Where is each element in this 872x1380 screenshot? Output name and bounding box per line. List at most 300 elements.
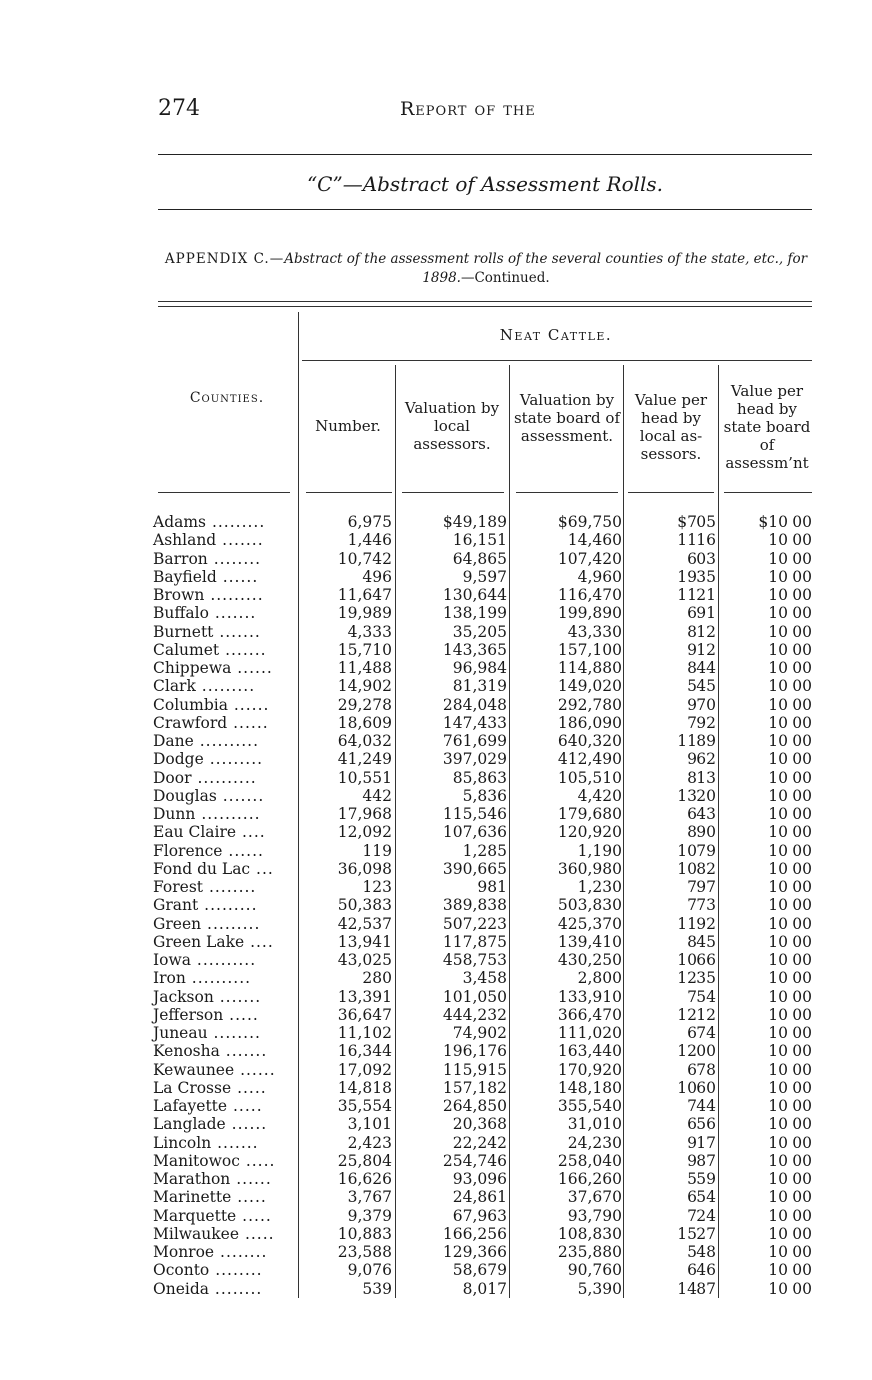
cell-number: 16,344: [337, 1042, 392, 1061]
leader-dots: .......: [219, 640, 267, 659]
cell-vph-local-cents: 56: [696, 1115, 716, 1134]
leader-dots: ..........: [195, 805, 261, 823]
cell-local-valuation: 130,644: [442, 586, 507, 604]
table-row: [0, 550, 872, 568]
cell-vph-state-cents: 00: [792, 732, 812, 750]
cell-local-valuation: 58,679: [452, 1261, 507, 1280]
cell-vph-local-dollars: $7: [677, 513, 697, 531]
cell-number: 36,098: [337, 859, 392, 878]
group-header-neat-cattle: Neat Cattle.: [499, 326, 613, 344]
cell-vph-local-dollars: 9: [687, 750, 697, 769]
cell-number: 10,883: [337, 1224, 392, 1243]
cell-number: 43,025: [337, 951, 392, 969]
cell-state-valuation: 179,680: [557, 805, 622, 823]
leader-dots: .........: [201, 914, 261, 933]
cell-state-valuation: 114,880: [557, 659, 622, 677]
cell-vph-state-dollars: 10: [768, 1243, 788, 1261]
cell-vph-state-cents: 00: [792, 531, 812, 550]
cell-vph-local-cents: 44: [696, 1097, 716, 1115]
cell-vph-local-dollars: 12: [677, 969, 697, 988]
table-row: [0, 513, 872, 531]
table-row: [0, 732, 872, 750]
cell-vph-state-dollars: 10: [768, 1005, 788, 1024]
cell-vph-local-dollars: 11: [677, 586, 697, 604]
cell-vph-state-cents: 00: [792, 786, 812, 805]
cell-vph-state-cents: 00: [792, 604, 812, 623]
cell-vph-local-cents: 48: [696, 1243, 716, 1261]
cell-local-valuation: 117,875: [442, 932, 507, 951]
county-name: Oconto: [153, 1261, 210, 1280]
county-name: Douglas: [153, 786, 217, 805]
cell-vph-state-cents: 00: [792, 859, 812, 878]
cell-vph-state-dollars: 10: [768, 713, 788, 732]
county-name: Florence: [153, 841, 223, 860]
leader-dots: .....: [236, 1206, 272, 1225]
table-row: [0, 1280, 872, 1298]
cell-number: 496: [362, 567, 392, 586]
cell-vph-state-dollars: 10: [768, 750, 788, 769]
cell-local-valuation: 22,242: [452, 1133, 507, 1152]
cell-vph-state-cents: 00: [792, 513, 812, 531]
table-row: [0, 1024, 872, 1042]
cell-state-valuation: 108,830: [557, 1224, 622, 1243]
header-underline-state: [516, 492, 618, 493]
cell-county: [153, 1188, 293, 1206]
leader-dots: ......: [231, 659, 273, 677]
cell-local-valuation: 444,232: [442, 1005, 507, 1024]
cell-local-valuation: 20,368: [452, 1115, 507, 1134]
cell-vph-local-cents: 27: [696, 1224, 716, 1243]
cell-state-valuation: 43,330: [567, 622, 622, 641]
cell-county: [153, 604, 293, 622]
cell-vph-local-dollars: 10: [677, 841, 697, 860]
col-header-value-per-head-local: Value per head by local as- sessors.: [634, 391, 708, 463]
cell-vph-state-dollars: 10: [768, 1115, 788, 1134]
cell-local-valuation: 24,861: [452, 1188, 507, 1207]
leader-dots: .......: [213, 987, 262, 1006]
cell-local-valuation: 3,458: [462, 969, 507, 988]
cell-vph-state-dollars: 10: [768, 1224, 788, 1243]
leader-dots: ......: [227, 695, 270, 714]
leader-dots: ..........: [191, 768, 257, 787]
table-row: [0, 1152, 872, 1170]
table-row: [0, 842, 872, 860]
leader-dots: .....: [231, 1188, 267, 1207]
cell-vph-state-dollars: 10: [768, 1024, 788, 1042]
cell-county: [153, 1152, 293, 1170]
cell-local-valuation: 389,838: [442, 896, 507, 915]
table-row: [0, 696, 872, 714]
county-name: Green: [153, 914, 202, 933]
cell-state-valuation: 105,510: [557, 768, 622, 787]
cell-county: [153, 732, 293, 750]
cell-number: 14,902: [337, 677, 392, 696]
cell-state-valuation: 107,420: [557, 549, 622, 568]
cell-vph-local-dollars: 8: [687, 622, 697, 641]
table-row: [0, 1225, 872, 1243]
cell-county: [153, 513, 293, 531]
cell-vph-local-cents: 45: [696, 932, 716, 951]
cell-county: [153, 1079, 293, 1097]
table-body: [0, 513, 872, 1298]
table-row: [0, 659, 872, 677]
counties-header: Counties.: [189, 390, 265, 406]
county-name: Bayfield: [153, 567, 217, 586]
cell-vph-local-cents: 60: [696, 1078, 716, 1097]
leader-dots: .........: [203, 750, 264, 769]
county-name: Door: [153, 768, 192, 787]
cell-vph-local-dollars: 5: [687, 1170, 697, 1188]
page-title: “C”—Abstract of Assessment Rolls.: [306, 172, 664, 196]
cell-number: 25,804: [337, 1151, 392, 1170]
cell-vph-state-cents: 00: [792, 1151, 812, 1170]
cell-vph-state-dollars: 10: [768, 1078, 788, 1097]
leader-dots: .......: [208, 604, 257, 623]
cell-county: [153, 787, 293, 805]
cell-vph-local-dollars: 7: [687, 896, 697, 915]
cell-local-valuation: 115,546: [442, 805, 507, 823]
cell-vph-local-cents: 87: [696, 1279, 716, 1298]
cell-local-valuation: 507,223: [442, 914, 507, 933]
cell-state-valuation: 93,790: [567, 1206, 622, 1225]
cell-vph-local-dollars: 6: [687, 549, 697, 568]
cell-number: 10,551: [337, 768, 392, 787]
cell-county: [153, 677, 293, 695]
table-top-rule-2: [158, 306, 812, 307]
cell-vph-local-cents: 00: [696, 1042, 716, 1061]
cell-county: [153, 805, 293, 823]
cell-vph-local-dollars: 7: [687, 713, 697, 732]
cell-vph-state-cents: 00: [792, 951, 812, 969]
cell-number: 19,989: [337, 604, 392, 623]
cell-vph-state-dollars: 10: [768, 896, 788, 915]
cell-vph-local-cents: 20: [696, 786, 716, 805]
cell-county: [153, 586, 293, 604]
cell-number: 1,446: [347, 531, 392, 550]
cell-number: 36,647: [337, 1005, 392, 1024]
cell-number: 9,379: [347, 1206, 392, 1225]
cell-county: [153, 1097, 293, 1115]
cell-number: 15,710: [337, 640, 392, 659]
county-name: Calumet: [153, 640, 220, 659]
cell-vph-local-cents: 78: [696, 1060, 716, 1079]
cell-state-valuation: 90,760: [567, 1261, 622, 1280]
cell-vph-state-cents: 00: [792, 1133, 812, 1152]
cell-vph-state-cents: 00: [792, 896, 812, 915]
cell-state-valuation: 170,920: [557, 1060, 622, 1079]
leader-dots: ......: [230, 1170, 272, 1188]
cell-vph-local-dollars: 12: [677, 1005, 697, 1024]
cell-vph-local-dollars: 13: [677, 786, 697, 805]
cell-local-valuation: 761,699: [442, 732, 507, 750]
cell-state-valuation: 186,090: [557, 713, 622, 732]
table-row: [0, 769, 872, 787]
cell-state-valuation: $69,750: [557, 513, 622, 531]
cell-vph-local-cents: 92: [696, 914, 716, 933]
cell-state-valuation: 37,670: [567, 1188, 622, 1207]
cell-number: 3,101: [347, 1115, 392, 1134]
cell-vph-local-dollars: 10: [677, 859, 697, 878]
cell-state-valuation: 235,880: [557, 1243, 622, 1261]
table-row: [0, 969, 872, 987]
cell-vph-local-dollars: 15: [677, 1224, 697, 1243]
cell-vph-state-cents: 00: [792, 640, 812, 659]
cell-vph-state-dollars: 10: [768, 878, 788, 896]
appendix-caption: [156, 250, 816, 288]
cell-vph-state-dollars: 10: [768, 969, 788, 988]
cell-county: [153, 623, 293, 641]
cell-number: 29,278: [337, 695, 392, 714]
cell-vph-state-cents: 00: [792, 1024, 812, 1042]
cell-vph-local-dollars: 6: [687, 1060, 697, 1079]
cell-state-valuation: 111,020: [557, 1024, 622, 1042]
cell-vph-state-cents: 00: [792, 1188, 812, 1207]
cell-number: 4,333: [347, 622, 392, 641]
cell-number: 13,391: [337, 987, 392, 1006]
cell-local-valuation: 458,753: [442, 951, 507, 969]
cell-vph-state-cents: 00: [792, 823, 812, 842]
cell-number: 280: [362, 969, 392, 988]
appendix-lead: APPENDIX C.—: [164, 251, 285, 267]
cell-number: 17,092: [337, 1060, 392, 1079]
cell-vph-local-cents: 35: [696, 969, 716, 988]
cell-vph-state-dollars: 10: [768, 640, 788, 659]
county-name: Crawford: [153, 713, 228, 732]
leader-dots: ......: [216, 567, 259, 586]
cell-county: [153, 988, 293, 1006]
cell-local-valuation: 93,096: [452, 1170, 507, 1188]
county-name: Manitowoc: [153, 1151, 240, 1170]
table-top-rule: [158, 301, 812, 302]
cell-vph-local-cents: 35: [696, 567, 716, 586]
leader-dots: ........: [207, 549, 262, 568]
county-name: Forest: [153, 878, 204, 896]
county-name: La Crosse: [153, 1078, 232, 1097]
county-name: Clark: [153, 677, 196, 696]
cell-vph-local-cents: 54: [696, 987, 716, 1006]
cell-vph-state-cents: 00: [792, 567, 812, 586]
leader-dots: ......: [234, 1060, 276, 1079]
county-name: Brown: [153, 586, 205, 604]
leader-dots: .......: [211, 1133, 259, 1152]
cell-number: 2,423: [347, 1133, 392, 1152]
table-row: [0, 1170, 872, 1188]
cell-number: 16,626: [337, 1170, 392, 1188]
cell-local-valuation: 81,319: [452, 677, 507, 696]
table-row: [0, 568, 872, 586]
cell-vph-local-cents: 92: [696, 713, 716, 732]
cell-vph-local-cents: 45: [696, 677, 716, 696]
cell-number: 539: [362, 1279, 392, 1298]
cell-vph-local-dollars: 6: [687, 1261, 697, 1280]
cell-vph-state-dollars: 10: [768, 1206, 788, 1225]
county-name: Marathon: [153, 1170, 231, 1188]
cell-county: [153, 896, 293, 914]
cell-vph-state-cents: 00: [792, 1005, 812, 1024]
leader-dots: .....: [239, 1224, 275, 1243]
cell-vph-local-dollars: 9: [687, 1151, 697, 1170]
cell-vph-local-cents: 24: [696, 1206, 716, 1225]
cell-vph-state-cents: 00: [792, 1279, 812, 1298]
cell-number: 64,032: [337, 732, 392, 750]
cell-vph-state-cents: 00: [792, 1042, 812, 1061]
county-name: Columbia: [153, 695, 228, 714]
group-header-rule: [302, 360, 812, 361]
cell-state-valuation: 31,010: [567, 1115, 622, 1134]
cell-number: 23,588: [337, 1243, 392, 1261]
cell-county: [153, 696, 293, 714]
cell-local-valuation: 101,050: [442, 987, 507, 1006]
cell-local-valuation: 74,902: [452, 1024, 507, 1042]
leader-dots: ........: [209, 1261, 263, 1280]
table-row: [0, 823, 872, 841]
cell-local-valuation: 85,863: [452, 768, 507, 787]
cell-number: 123: [362, 878, 392, 896]
header-underline-local: [402, 492, 504, 493]
cell-state-valuation: 360,980: [557, 859, 622, 878]
cell-vph-state-dollars: 10: [768, 531, 788, 550]
cell-vph-local-dollars: 6: [687, 604, 697, 623]
cell-vph-state-dollars: 10: [768, 1060, 788, 1079]
cell-vph-state-dollars: 10: [768, 695, 788, 714]
cell-vph-local-dollars: 14: [677, 1279, 697, 1298]
cell-local-valuation: 138,199: [442, 604, 507, 623]
cell-vph-state-dollars: 10: [768, 932, 788, 951]
cell-vph-local-cents: 79: [696, 841, 716, 860]
header-underline-vph-state: [724, 492, 812, 493]
cell-vph-state-cents: 00: [792, 1097, 812, 1115]
cell-state-valuation: 157,100: [557, 640, 622, 659]
cell-state-valuation: 412,490: [557, 750, 622, 769]
cell-vph-state-dollars: 10: [768, 1133, 788, 1152]
cell-county: [153, 969, 293, 987]
cell-vph-state-dollars: 10: [768, 586, 788, 604]
cell-county: [153, 1261, 293, 1279]
cell-number: 41,249: [337, 750, 392, 769]
cell-vph-state-dollars: 10: [768, 659, 788, 677]
cell-vph-local-cents: 43: [696, 805, 716, 823]
cell-county: [153, 951, 293, 969]
cell-state-valuation: 1,190: [577, 841, 622, 860]
cell-vph-local-dollars: 7: [687, 1097, 697, 1115]
cell-number: 3,767: [347, 1188, 392, 1207]
cell-vph-state-dollars: 10: [768, 914, 788, 933]
cell-vph-state-dollars: 10: [768, 841, 788, 860]
table-row: [0, 623, 872, 641]
cell-vph-local-cents: 03: [696, 549, 716, 568]
county-name: Grant: [153, 896, 199, 915]
cell-vph-local-dollars: 11: [677, 914, 697, 933]
leader-dots: ..........: [193, 732, 260, 750]
cell-number: 442: [362, 786, 392, 805]
cell-number: 35,554: [337, 1097, 392, 1115]
cell-county: [153, 1134, 293, 1152]
cell-state-valuation: 258,040: [557, 1151, 622, 1170]
cell-county: [153, 1006, 293, 1024]
cell-vph-state-dollars: 10: [768, 1151, 788, 1170]
county-name: Chippewa: [153, 659, 232, 677]
cell-local-valuation: 64,865: [452, 549, 507, 568]
cell-vph-local-dollars: 8: [687, 932, 697, 951]
cell-vph-local-dollars: 6: [687, 1188, 697, 1207]
cell-local-valuation: 1,285: [462, 841, 507, 860]
cell-vph-local-cents: 91: [696, 604, 716, 623]
table-row: [0, 787, 872, 805]
county-name: Burnett: [153, 622, 214, 641]
cell-vph-local-cents: 59: [696, 1170, 716, 1188]
cell-vph-state-cents: 00: [792, 677, 812, 696]
cell-vph-state-cents: 00: [792, 1261, 812, 1280]
cell-county: [153, 568, 293, 586]
leader-dots: ......: [227, 713, 269, 732]
leader-dots: ....: [244, 932, 274, 951]
cell-vph-local-dollars: 9: [687, 695, 697, 714]
cell-local-valuation: 129,366: [442, 1243, 507, 1261]
cell-state-valuation: 199,890: [557, 604, 622, 623]
county-name: Marinette: [153, 1188, 232, 1207]
cell-vph-local-cents: 97: [696, 878, 716, 896]
cell-local-valuation: 16,151: [452, 531, 507, 550]
cell-vph-local-dollars: 11: [677, 531, 697, 550]
county-name: Kenosha: [153, 1042, 220, 1061]
cell-state-valuation: 24,230: [567, 1133, 622, 1152]
cell-vph-state-cents: 00: [792, 878, 812, 896]
cell-number: 11,647: [337, 586, 392, 604]
county-name: Iowa: [153, 951, 191, 969]
appendix-description: Abstract of the assessment rolls of the several counties of the state, etc., for 1898.: [284, 251, 808, 286]
cell-number: 18,609: [337, 713, 392, 732]
cell-vph-state-dollars: 10: [768, 805, 788, 823]
county-name: Lincoln: [153, 1133, 212, 1152]
cell-local-valuation: 143,365: [442, 640, 507, 659]
cell-number: 6,975: [347, 513, 392, 531]
table-row: [0, 1261, 872, 1279]
cell-vph-local-dollars: 7: [687, 987, 697, 1006]
cell-vph-state-cents: 00: [792, 750, 812, 769]
leader-dots: ..........: [185, 969, 252, 988]
leader-dots: .........: [198, 896, 258, 915]
county-name: Oneida: [153, 1279, 209, 1298]
cell-vph-local-dollars: 12: [677, 1042, 697, 1061]
cell-vph-state-cents: 00: [792, 659, 812, 677]
cell-vph-state-cents: 00: [792, 1243, 812, 1261]
cell-state-valuation: 425,370: [557, 914, 622, 933]
cell-state-valuation: 149,020: [557, 677, 622, 696]
cell-local-valuation: 107,636: [442, 823, 507, 842]
cell-vph-local-dollars: 8: [687, 768, 697, 787]
table-row: [0, 1243, 872, 1261]
cell-number: 14,818: [337, 1078, 392, 1097]
leader-dots: .......: [216, 531, 264, 550]
cell-vph-local-cents: 87: [696, 1151, 716, 1170]
cell-vph-local-dollars: 5: [687, 677, 697, 696]
cell-local-valuation: 8,017: [462, 1279, 507, 1298]
cell-vph-state-dollars: 10: [768, 768, 788, 787]
cell-local-valuation: 390,665: [442, 859, 507, 878]
cell-vph-local-cents: 70: [696, 695, 716, 714]
county-name: Buffalo: [153, 604, 209, 623]
cell-county: [153, 1042, 293, 1060]
cell-vph-state-cents: 00: [792, 969, 812, 988]
leader-dots: .....: [231, 1078, 267, 1097]
cell-county: [153, 550, 293, 568]
cell-vph-local-cents: 73: [696, 896, 716, 915]
table-row: [0, 1061, 872, 1079]
cell-vph-local-cents: 90: [696, 823, 716, 842]
col-header-local-valuation: Valuation by local assessors.: [404, 399, 500, 453]
cell-state-valuation: 5,390: [577, 1279, 622, 1298]
cell-local-valuation: 67,963: [452, 1206, 507, 1225]
